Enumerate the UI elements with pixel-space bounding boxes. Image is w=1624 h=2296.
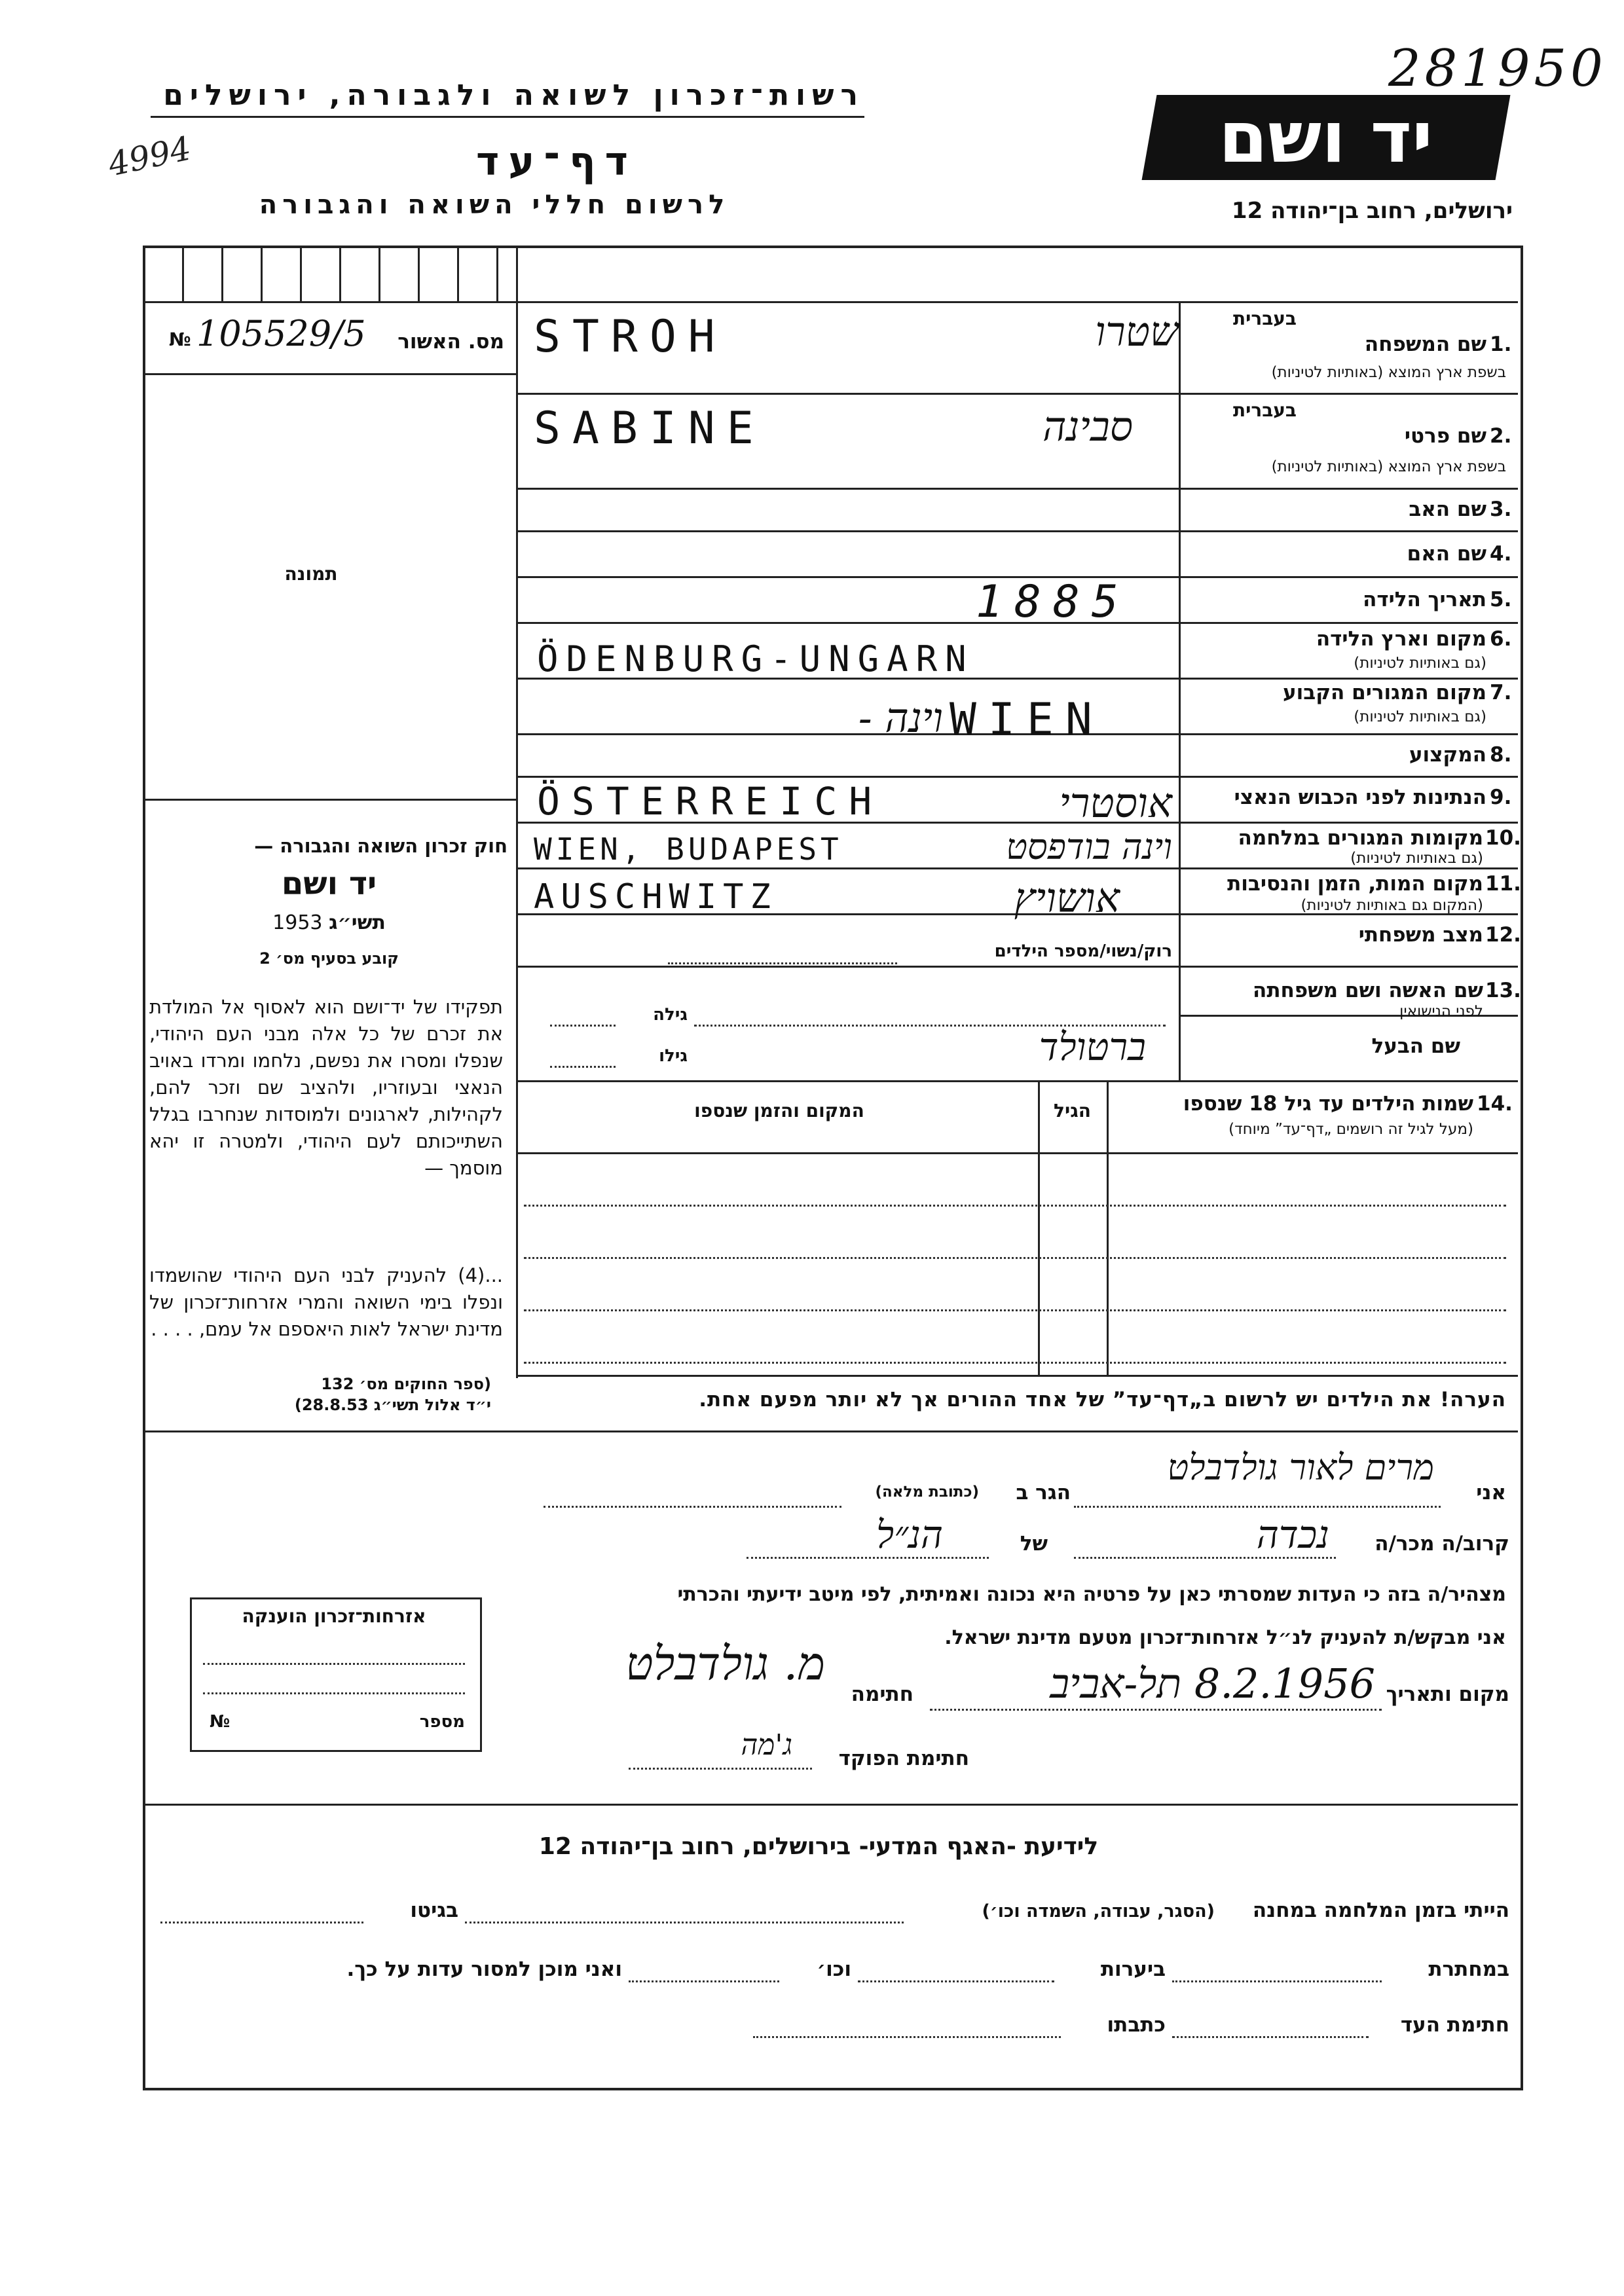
children-row-line xyxy=(524,1362,1506,1364)
field-number: 2. xyxy=(1490,424,1512,448)
divider xyxy=(516,776,1518,778)
field-label-wife-name: שם האשה ושם משפחתה xyxy=(1253,979,1483,1002)
declaration-statement: מצהיר/ה בזה כי העדות שמסרתי כאן על פרטיה היא נכונה ואמיתית, לפי מיטב ידיעתי והכרתי xyxy=(677,1583,1506,1606)
field-label-family-name: שם המשפחה xyxy=(1364,333,1486,356)
field-sub: (גם באותיות לטיניות) xyxy=(1350,850,1483,867)
relation-line xyxy=(1074,1557,1336,1559)
field-sub: לפני הנישואין xyxy=(1399,1003,1483,1020)
camp-hint: (הסגר, עבודה, השמדה וכו׳) xyxy=(982,1901,1215,1922)
divider xyxy=(516,867,1518,869)
divider xyxy=(516,1152,1518,1154)
field-label-father: שם האב xyxy=(1409,498,1486,521)
place-date-value: 8.2.1956 תל-אביב xyxy=(1050,1660,1375,1707)
divider xyxy=(496,246,498,301)
wife-age-line xyxy=(550,1025,616,1027)
declarant-name: מרים לאור גולדבלט xyxy=(1167,1447,1434,1488)
ghetto-label: בגיטו xyxy=(410,1899,458,1922)
law-source: (ספר החוקים מס׳ 132 xyxy=(321,1375,491,1393)
children-row-line xyxy=(524,1309,1506,1311)
birth-place-value: ÖDENBURG-UNGARN xyxy=(537,638,974,680)
corner-handwriting: 4994 xyxy=(105,129,194,184)
relation-of-line xyxy=(747,1557,989,1559)
field-sub: (גם באותיות לטיניות) xyxy=(1354,708,1486,725)
camp-line xyxy=(465,1922,904,1923)
divider xyxy=(516,246,518,1378)
officer-signature-value: ג'מה xyxy=(741,1728,792,1762)
declaration-request: אני מבקש/ת להעניק לנ״ל אזרחות־זכרון מטעם מדינת ישראל. xyxy=(944,1626,1506,1649)
law-paragraph-1: תפקידו של יד־ושם הוא לאסוף אל המולדת את זכרם של כל אלה מבני העם היהודי, שנפלו ומסרו את נפשם, נלחמו ומרדו באויב הנאצי ובעוזריו, ולהציב שם וזכר להם, לקהילות, לארגונים ולמוסדות שנחרבו בגלל השתייכותם לעם היהודי, ולמטרה זו יהא מוסמך — xyxy=(149,996,503,1179)
first-name-hebrew: סבינה xyxy=(1043,403,1133,450)
relation-value: נכדה xyxy=(1256,1512,1329,1557)
authority-line: רשות־זכרון לשואה ולגבורה, ירושלים xyxy=(151,79,864,118)
photo-label: תמונה xyxy=(284,563,338,585)
children-col-age: הגיל xyxy=(1054,1100,1091,1121)
witness-address-label: כתבתו xyxy=(1107,2013,1166,2037)
divider xyxy=(516,301,1518,303)
nationality-hebrew: אוסטרי xyxy=(1059,779,1172,827)
logo-text: יד ושם xyxy=(1219,96,1433,179)
residence-value: WIEN xyxy=(950,694,1104,746)
field-label-first-name: שם פרטי xyxy=(1404,424,1486,448)
divider xyxy=(516,1375,1518,1377)
citizenship-line xyxy=(203,1663,465,1665)
divider xyxy=(516,1080,1518,1082)
divider xyxy=(143,301,516,303)
field-sub: (גם באותיות לטיניות) xyxy=(1354,655,1486,672)
place-date-label: מקום ותאריך xyxy=(1386,1683,1509,1706)
field-number: 14. xyxy=(1477,1092,1513,1116)
field-label-nationality: הנתינות לפני הכבוש הנאצי xyxy=(1234,786,1486,809)
field-label-marital-status: מצב משפחתי xyxy=(1358,923,1483,947)
officer-signature-label: חתימת הפוקד xyxy=(838,1747,969,1770)
etc-line xyxy=(629,1980,779,1982)
witness-address-line xyxy=(753,2036,1061,2038)
declaration-lives-in: הגר ב xyxy=(1016,1481,1071,1504)
law-source-date: י״ד אלול תשי״ג 28.8.53) xyxy=(294,1396,491,1414)
etc-label: וכו׳ xyxy=(817,1958,851,1981)
field-sub: (המקום גם באותיות לטיניות) xyxy=(1301,897,1483,914)
forests-label: ביערות xyxy=(1100,1958,1166,1981)
children-count-label: רוק/נשוי/מספר הילדים xyxy=(994,941,1172,961)
field-label-birth-place: מקום וארץ הלידה xyxy=(1316,627,1486,651)
field-label-occupation: המקצוע xyxy=(1409,743,1486,767)
wartime-residence-value: WIEN, BUDAPEST xyxy=(534,831,843,867)
law-clause: קובע בסעיף מס׳ 2 xyxy=(259,949,399,968)
field-label-husband: שם הבעל xyxy=(1371,1034,1460,1058)
form-subtitle: לרשום חללי השואה והגבורה xyxy=(259,190,730,220)
field-sub: בשפת ארץ המוצא (באותיות לטיניות) xyxy=(1271,364,1506,381)
stamp-number: 281950 xyxy=(1388,39,1607,98)
citizenship-line xyxy=(203,1692,465,1694)
divider xyxy=(143,799,516,801)
declaration-of: של xyxy=(1020,1532,1048,1556)
field-sub: בשפת ארץ המוצא (באותיות לטיניות) xyxy=(1271,458,1506,475)
field-number: 4. xyxy=(1490,542,1512,566)
place-date-line xyxy=(930,1709,1382,1711)
field-number: 6. xyxy=(1490,627,1512,651)
divider xyxy=(516,530,1518,532)
declarant-name-line xyxy=(1074,1506,1441,1508)
children-row-line xyxy=(524,1205,1506,1207)
field-number: 9. xyxy=(1490,786,1512,809)
divider xyxy=(221,246,223,301)
officer-signature-line xyxy=(629,1768,812,1770)
birth-date-value: 1885 xyxy=(976,576,1130,628)
witness-signature-line xyxy=(1172,2036,1369,2038)
children-label: שמות הילדים עד גיל 18 שנספו xyxy=(1183,1092,1473,1116)
citizenship-title: אזרחות־זכרון הוענקה xyxy=(242,1605,426,1627)
field-label-mother: שם האם xyxy=(1407,542,1486,566)
declaration-address-hint: (כתובת מלאה) xyxy=(875,1484,979,1501)
divider xyxy=(182,246,184,301)
field-label-birth-date: תאריך הלידה xyxy=(1363,588,1486,611)
family-name-latin: STROH xyxy=(534,311,727,363)
children-sub: (מעל לגיל זה רושמים „דף־עד” מיוחד) xyxy=(1228,1121,1473,1138)
law-year-heb: תשי״ג xyxy=(329,911,386,934)
law-name: יד ושם xyxy=(281,866,377,902)
hebrew-label: בעברית xyxy=(1232,308,1297,329)
divider xyxy=(300,246,302,301)
logo xyxy=(1142,95,1511,180)
citizenship-number-symbol: № xyxy=(210,1712,231,1732)
field-number: 1. xyxy=(1490,333,1512,356)
field-number: 10. xyxy=(1485,826,1521,850)
divider xyxy=(261,246,263,301)
divider xyxy=(1038,1080,1040,1375)
note-text: הערה! את הילדים יש לרשום ב„דף־עד” של אחד ההורים אך לא יותר מפעם אחת. xyxy=(699,1388,1506,1412)
law-year-num: 1953 xyxy=(272,911,323,934)
declaration-i: אני xyxy=(1476,1481,1506,1504)
hebrew-label: בעברית xyxy=(1232,399,1297,421)
law-paragraph-2: ...(4) להעניק לבני העם היהודי שהושמדו ונפלו בימי השואה והמרי אזרחות־זכרון של מדינת ישראל לאות היאספם אל עמם, . . . . xyxy=(149,1264,503,1340)
wartime-residence-hebrew: וינה בודפסט xyxy=(1006,826,1172,867)
divider xyxy=(143,373,516,375)
wife-age-label: גילה xyxy=(653,1005,688,1025)
witness-signature-label: חתימת העד xyxy=(1400,2013,1509,2037)
registration-number-symbol: № xyxy=(169,329,191,350)
divider xyxy=(378,246,380,301)
underground-line xyxy=(1172,1980,1382,1982)
divider xyxy=(516,393,1518,395)
divider xyxy=(457,246,459,301)
divider xyxy=(516,488,1518,490)
field-number: 7. xyxy=(1490,681,1512,704)
declarant-address-line xyxy=(544,1506,841,1508)
registration-number-label: מס. האשור xyxy=(397,330,504,354)
field-label-wartime-residence: מקומות המגורים במלחמה xyxy=(1238,826,1483,850)
divider xyxy=(1179,301,1181,1080)
marital-status-line xyxy=(668,962,897,964)
signature-label: חתימה xyxy=(851,1683,913,1706)
form-title: דף־עד xyxy=(476,139,637,185)
law-year xyxy=(151,911,507,934)
children-col-place: המקום והזמן שנספו xyxy=(694,1100,864,1121)
residence-hebrew: וינה - xyxy=(858,694,943,742)
divider xyxy=(143,1430,1518,1432)
relation-of-value: הנ״ל xyxy=(876,1512,943,1557)
divider xyxy=(143,1804,1518,1806)
field-label-death-place: מקום המות, הזמן והנסיבות xyxy=(1227,872,1483,896)
field-number: 13. xyxy=(1485,979,1521,1002)
address: ירושלים, רחוב בן־יהודה 12 xyxy=(1231,198,1513,224)
field-number: 11. xyxy=(1485,872,1521,896)
testimony-willing: ואני מוכן למסור עדות על כך. xyxy=(346,1958,622,1981)
death-place-value: AUSCHWITZ xyxy=(534,877,777,917)
husband-age-label: גילו xyxy=(659,1046,688,1066)
field-number: 3. xyxy=(1490,498,1512,521)
family-name-hebrew: שטרו xyxy=(1095,308,1179,355)
declaration-relation: קרוב/ה מכר/ה xyxy=(1375,1532,1509,1556)
field-label-residence: מקום המגורים הקבוע xyxy=(1283,681,1486,704)
registration-number-value: 105529/5 xyxy=(196,313,366,354)
children-row-line xyxy=(524,1257,1506,1259)
husband-age-line xyxy=(550,1066,616,1068)
forests-line xyxy=(858,1980,1054,1982)
field-number: 12. xyxy=(1485,923,1521,947)
field-number: 5. xyxy=(1490,588,1512,611)
divider xyxy=(1107,1080,1109,1375)
death-place-hebrew: אושויץ xyxy=(1014,874,1120,922)
camp-label: הייתי בזמן המלחמה במחנה xyxy=(1252,1899,1509,1922)
signature-value: מ. גולדבלט xyxy=(625,1637,825,1690)
divider xyxy=(516,966,1518,968)
husband-name-value: ברטולד xyxy=(1039,1025,1146,1069)
citizenship-number-label: מספר xyxy=(419,1712,465,1732)
ghetto-line xyxy=(160,1922,363,1923)
divider xyxy=(339,246,341,301)
underground-label: במחתרת xyxy=(1428,1958,1509,1981)
bottom-heading: לידיעת -האגף המדעי- בירושלים, רחוב בן־יהודה 12 xyxy=(538,1833,1099,1860)
field-number: 8. xyxy=(1490,743,1512,767)
nationality-value: ÖSTERREICH xyxy=(537,779,884,824)
first-name-latin: SABINE xyxy=(534,403,766,454)
law-title: חוק זכרון השואה והגבורה — xyxy=(254,835,507,857)
divider xyxy=(418,246,420,301)
